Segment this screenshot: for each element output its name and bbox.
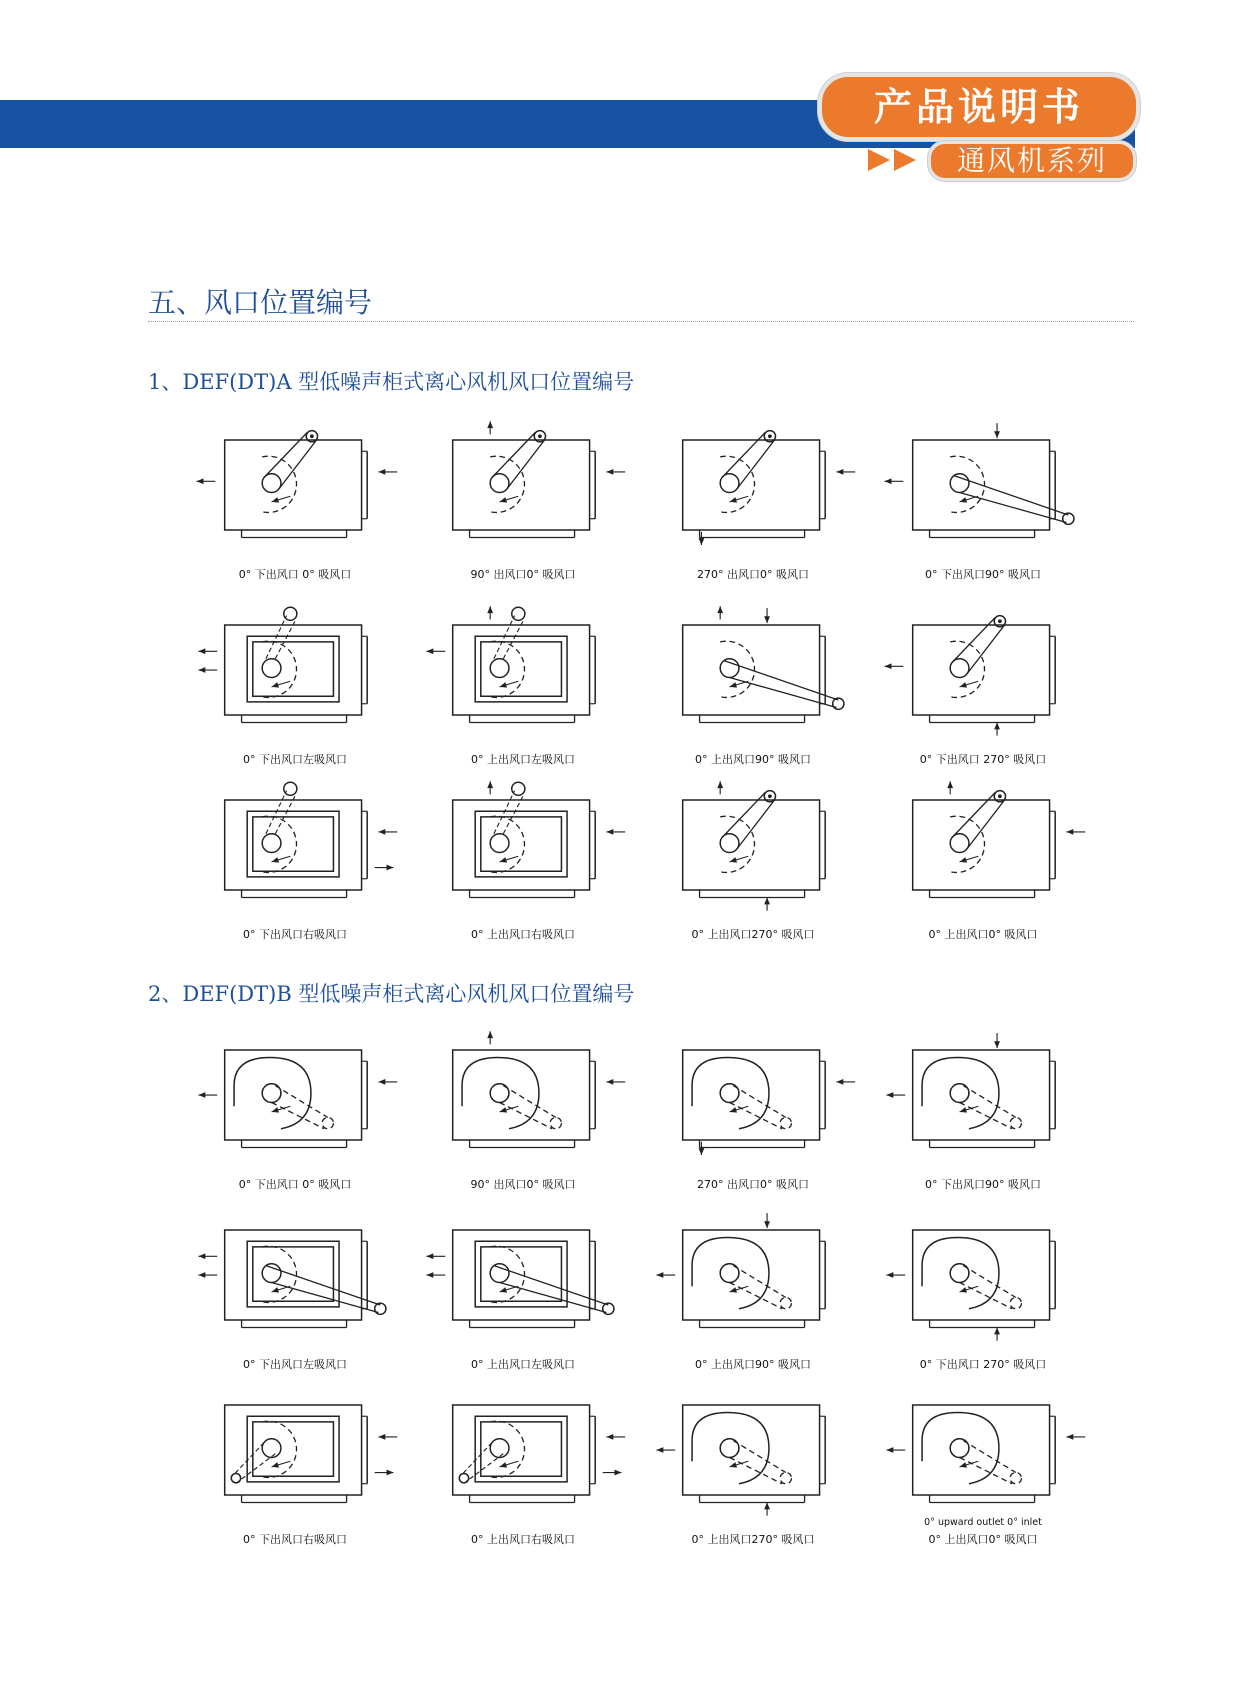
double-arrow-icon (868, 147, 928, 173)
group-a-fan-schematic (398, 595, 648, 745)
group-a-caption: 0° 上出风口90° 吸风口 (695, 753, 811, 766)
group-a-diagram (170, 595, 420, 775)
group-b-caption: 90° 出风口0° 吸风口 (470, 1178, 576, 1191)
group-a-caption: 270° 出风口0° 吸风口 (697, 568, 809, 581)
group-a-fan-schematic (858, 595, 1108, 745)
group-a-fan-schematic (858, 410, 1108, 560)
group-b-diagram (628, 1200, 878, 1380)
group-b-fan-schematic (170, 1200, 420, 1350)
group-a-diagram (858, 770, 1108, 950)
group-a-diagram (858, 595, 1108, 775)
group-a-title: 1、DEF(DT)A 型低噪声柜式离心风机风口位置编号 (148, 370, 635, 394)
group-b-diagram (858, 1375, 1108, 1555)
group-b-caption: 0° 上出风口270° 吸风口 (691, 1533, 815, 1546)
group-b-caption: 0° 下出风口左吸风口 (243, 1358, 347, 1371)
group-a-caption: 0° 上出风口0° 吸风口 (928, 928, 1038, 941)
group-a-diagram (170, 410, 420, 590)
group-a-fan-schematic (628, 410, 878, 560)
group-a-diagram (170, 770, 420, 950)
group-a-caption: 0° 下出风口90° 吸风口 (925, 568, 1041, 581)
group-b-diagram (170, 1200, 420, 1380)
section-divider (148, 321, 1134, 322)
group-b-fan-schematic (858, 1020, 1108, 1170)
group-a-fan-schematic (628, 595, 878, 745)
group-b-diagram (858, 1200, 1108, 1380)
group-b-caption: 0° 上出风口右吸风口 (471, 1533, 575, 1546)
group-b-fan-schematic (398, 1375, 648, 1525)
group-b-fan-schematic (628, 1200, 878, 1350)
group-a-caption: 0° 上出风口左吸风口 (471, 753, 575, 766)
group-b-caption-english: 0° upward outlet 0° inlet (924, 1517, 1042, 1528)
group-b-fan-schematic (858, 1375, 1108, 1525)
group-a-diagram (858, 410, 1108, 590)
group-b-title: 2、DEF(DT)B 型低噪声柜式离心风机风口位置编号 (148, 982, 635, 1006)
group-a-fan-schematic (398, 410, 648, 560)
group-a-diagram (628, 595, 878, 775)
group-a-fan-schematic (398, 770, 648, 920)
group-b-fan-schematic (170, 1020, 420, 1170)
group-b-diagram (398, 1375, 648, 1555)
group-a-caption: 0° 上出风口右吸风口 (471, 928, 575, 941)
group-b-caption: 0° 下出风口 0° 吸风口 (238, 1178, 352, 1191)
group-a-caption: 0° 下出风口 0° 吸风口 (238, 568, 352, 581)
group-b-diagram (628, 1375, 878, 1555)
group-b-diagram (170, 1020, 420, 1200)
group-a-fan-schematic (858, 770, 1108, 920)
group-b-diagram (628, 1020, 878, 1200)
group-b-caption: 0° 下出风口 270° 吸风口 (919, 1358, 1047, 1371)
group-a-diagram (628, 410, 878, 590)
group-a-diagram (398, 595, 648, 775)
group-a-diagram (398, 770, 648, 950)
group-a-caption: 0° 下出风口左吸风口 (243, 753, 347, 766)
group-b-caption: 0° 下出风口右吸风口 (243, 1533, 347, 1546)
group-b-fan-schematic (858, 1200, 1108, 1350)
group-b-fan-schematic (398, 1020, 648, 1170)
group-b-diagram (170, 1375, 420, 1555)
group-a-caption: 0° 上出风口270° 吸风口 (691, 928, 815, 941)
group-a-fan-schematic (170, 595, 420, 745)
group-b-caption: 0° 下出风口90° 吸风口 (925, 1178, 1041, 1191)
group-b-fan-schematic (398, 1200, 648, 1350)
group-a-caption: 0° 下出风口右吸风口 (243, 928, 347, 941)
group-b-caption: 270° 出风口0° 吸风口 (697, 1178, 809, 1191)
group-b-diagram (398, 1200, 648, 1380)
section-title: 五、风口位置编号 (148, 286, 373, 319)
group-a-fan-schematic (170, 410, 420, 560)
group-b-diagram (858, 1020, 1108, 1200)
group-a-caption: 90° 出风口0° 吸风口 (470, 568, 576, 581)
group-b-caption: 0° 上出风口左吸风口 (471, 1358, 575, 1371)
group-b-fan-schematic (170, 1375, 420, 1525)
group-a-fan-schematic (628, 770, 878, 920)
group-b-fan-schematic (628, 1375, 878, 1525)
group-a-caption: 0° 下出风口 270° 吸风口 (919, 753, 1047, 766)
group-a-fan-schematic (170, 770, 420, 920)
document-title: 产品说明书 (818, 73, 1140, 141)
group-a-diagram (398, 410, 648, 590)
group-a-diagram (628, 770, 878, 950)
document-subtitle: 通风机系列 (928, 141, 1136, 181)
group-b-caption: 0° 上出风口90° 吸风口 (695, 1358, 811, 1371)
group-b-caption: 0° 上出风口0° 吸风口 (928, 1533, 1038, 1546)
group-b-diagram (398, 1020, 648, 1200)
group-b-fan-schematic (628, 1020, 878, 1170)
